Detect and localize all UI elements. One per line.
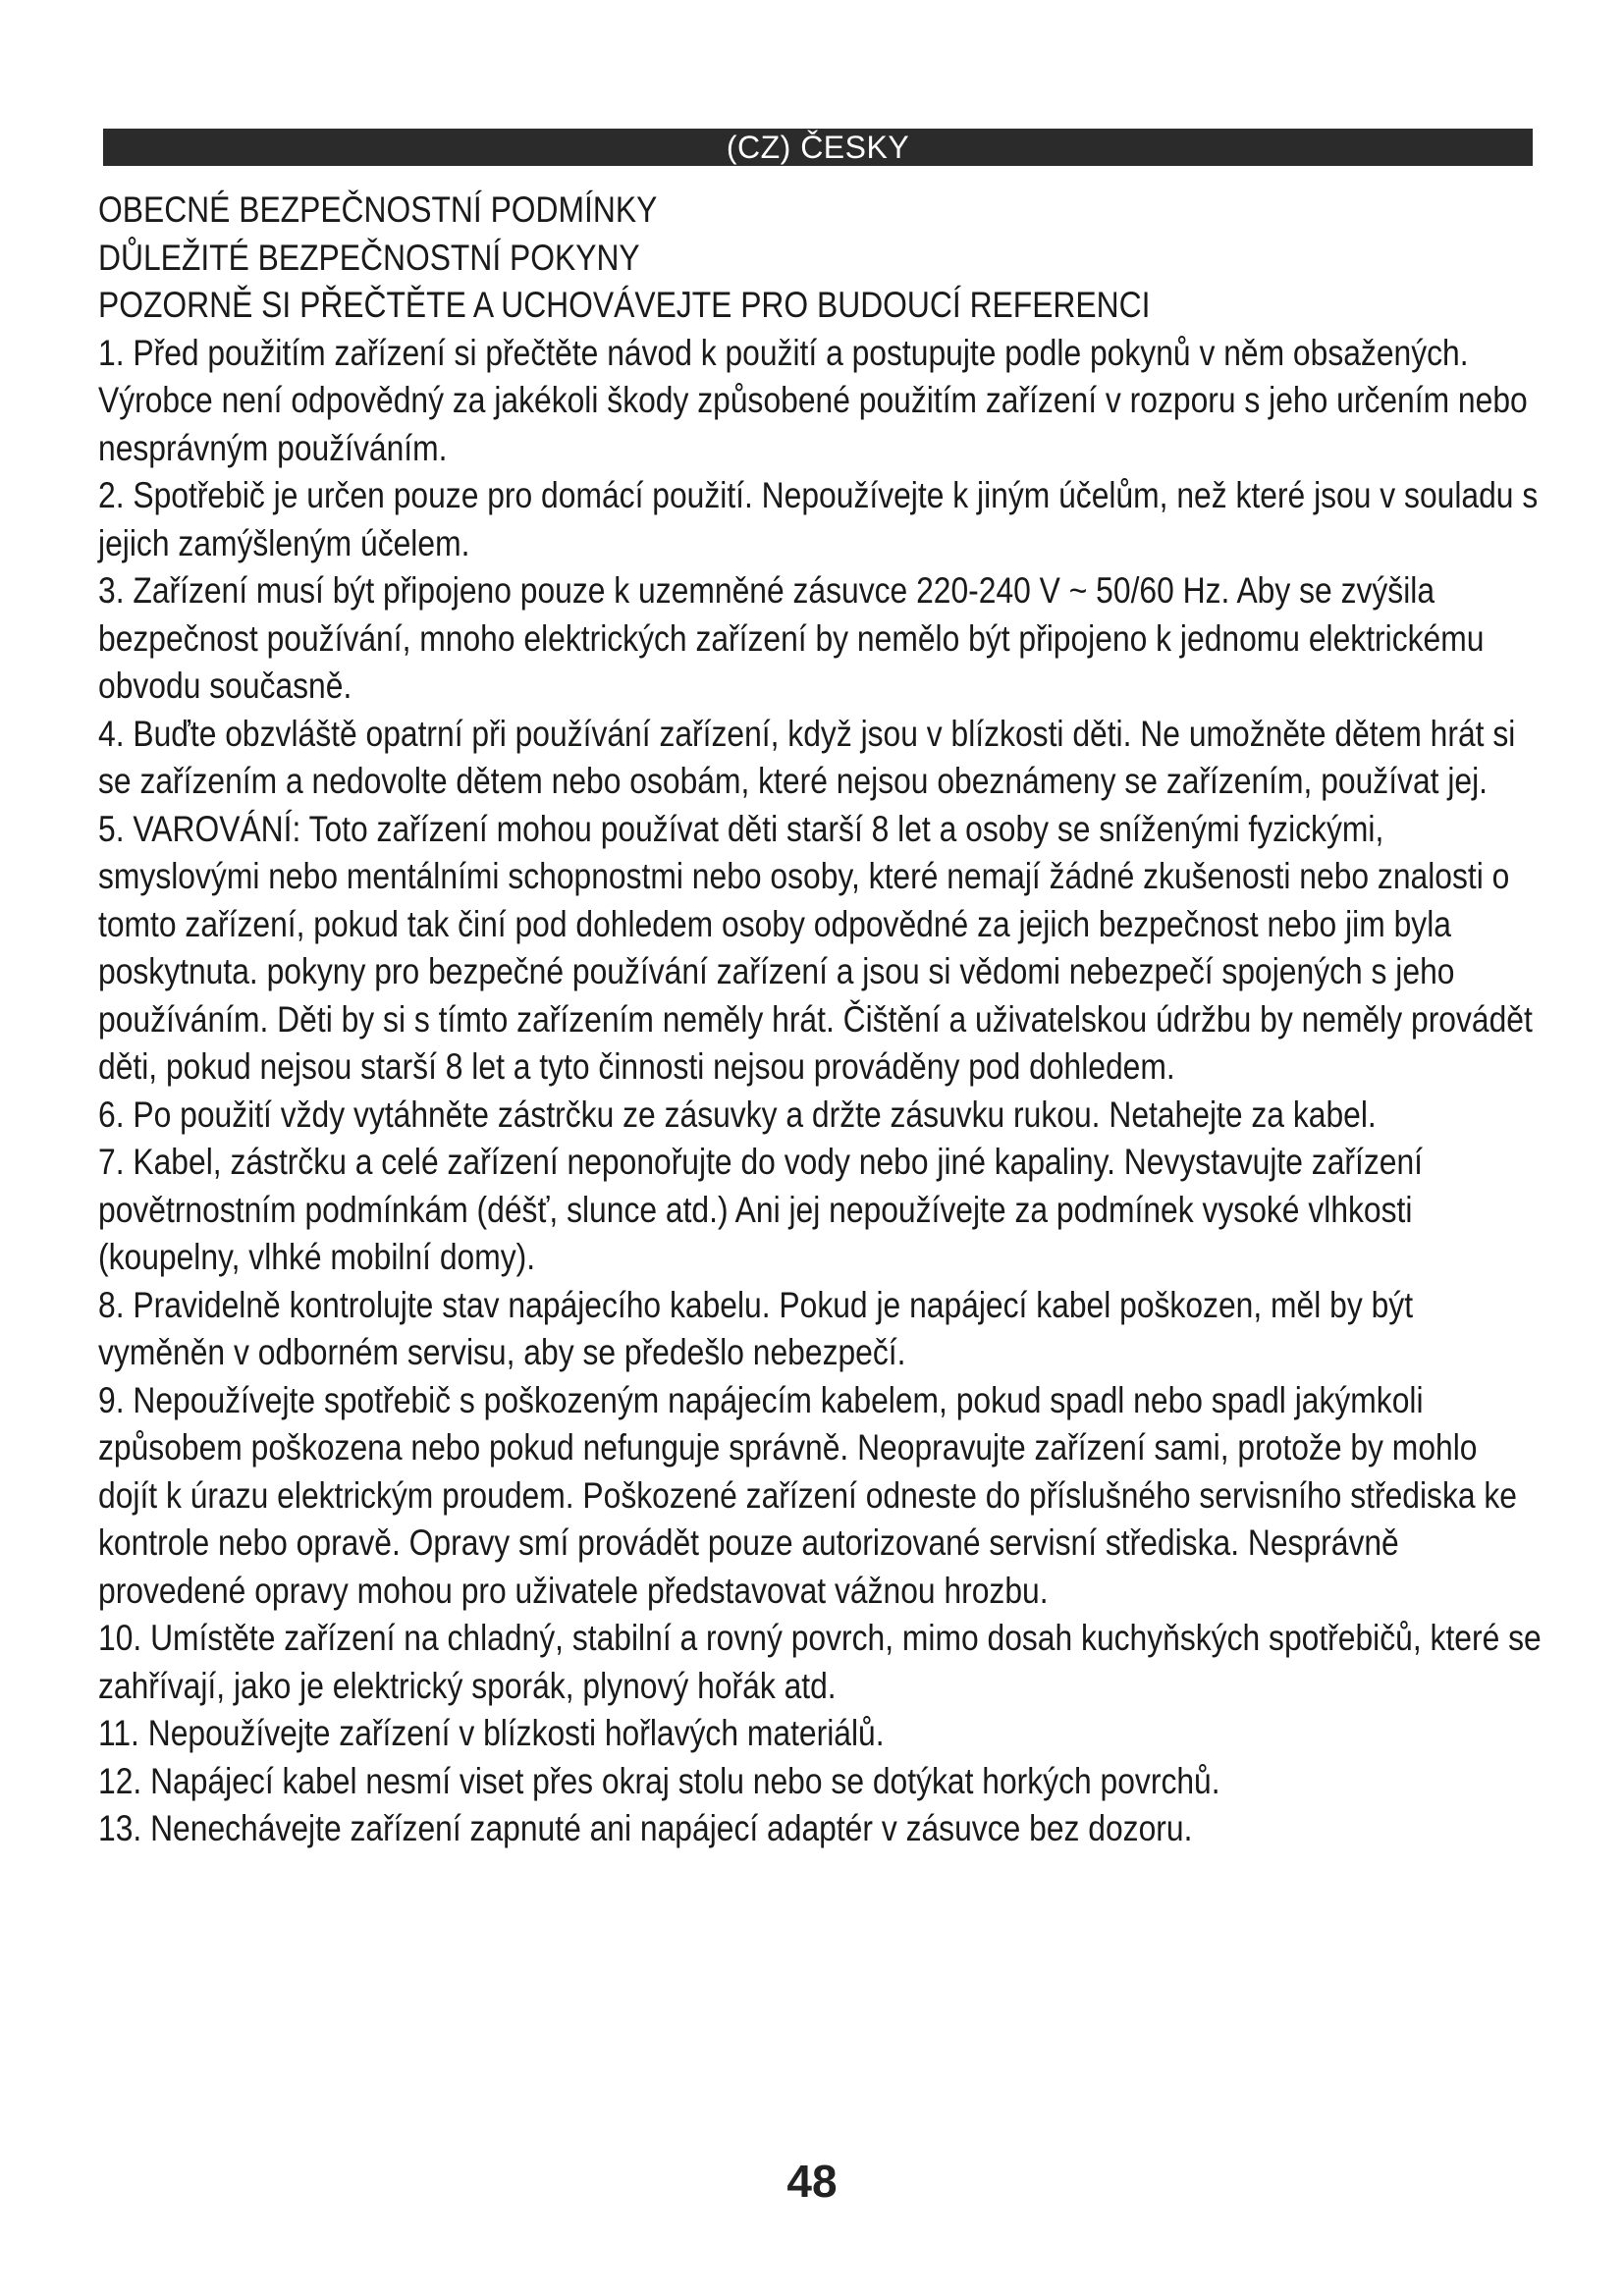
instruction-item-9: 9. Nepoužívejte spotřebič s poškozeným napájecím kabelem, pokud spadl nebo spadl jakýmkoli způsobem poškozena nebo pokud nefunguje správně. Neopravujte zařízení sami, protože by mohlo dojít k úrazu elektrickým proudem. Poškozené zařízení odneste do příslušného servisního střediska ke kontrole nebo opravě. Opravy smí provádět pouze autorizované servisní střediska. Nesprávně provedené opravy mohou pro uživatele představovat vážnou hrozbu. — [98, 1379, 1518, 1611]
instruction-item-12: 12. Napájecí kabel nesmí viset přes okraj stolu nebo se dotýkat horkých povrchů. — [98, 1760, 1220, 1801]
page-number: 48 — [786, 2156, 838, 2207]
safety-instructions — [98, 187, 1542, 1853]
instruction-item-10: 10. Umístěte zařízení na chladný, stabilní a rovný povrch, mimo dosah kuchyňských spotřebičů, které se zahřívají, jako je elektrický sporák, plynový hořák atd. — [98, 1618, 1542, 1706]
language-header-bar — [103, 129, 1533, 166]
heading-important-safety: DŮLEŽITÉ BEZPEČNOSTNÍ POKYNY — [98, 237, 640, 278]
instruction-item-8: 8. Pravidelně kontrolujte stav napájecího kabelu. Pokud je napájecí kabel poškozen, měl by být vyměněn v odborném servisu, aby se předešlo nebezpečí. — [98, 1284, 1414, 1372]
instruction-item-2: 2. Spotřebič je určen pouze pro domácí použití. Nepoužívejte k jiným účelům, než které jsou v souladu s jejich zamýšleným účelem. — [98, 475, 1539, 563]
instruction-item-13: 13. Nenechávejte zařízení zapnuté ani napájecí adaptér v zásuvce bez dozoru. — [98, 1808, 1193, 1848]
instruction-item-5: 5. VAROVÁNÍ: Toto zařízení mohou používat děti starší 8 let a osoby se sníženými fyzickými, smyslovými nebo mentálními schopnostmi nebo osoby, které nemají žádné zkušenosti nebo znalosti o tomto zařízení, pokud tak činí pod dohledem osoby odpovědné za jejich bezpečnost nebo jim byla poskytnuta. pokyny pro bezpečné používání zařízení a jsou si vědomi nebezpečí spojených s jeho používáním. Děti by si s tímto zařízením neměly hrát. Čištění a uživatelskou údržbu by neměly provádět děti, pokud nejsou starší 8 let a tyto činnosti nejsou prováděny pod dohledem. — [98, 808, 1533, 1087]
language-label: (CZ) ČESKY — [726, 130, 910, 165]
heading-general-safety: OBECNÉ BEZPEČNOSTNÍ PODMÍNKY — [98, 189, 658, 230]
instruction-item-6: 6. Po použití vždy vytáhněte zástrčku ze zásuvky a držte zásuvku rukou. Netahejte za kabel. — [98, 1094, 1377, 1135]
instruction-item-11: 11. Nepoužívejte zařízení v blízkosti hořlavých materiálů. — [98, 1713, 885, 1753]
instruction-item-4: 4. Buďte obzvláště opatrní při používání zařízení, když jsou v blízkosti děti. Ne umožněte dětem hrát si se zařízením a nedovolte dětem nebo osobám, které nejsou obeznámeny se zařízením, používat jej. — [98, 713, 1516, 801]
instruction-item-7: 7. Kabel, zástrčku a celé zařízení neponořujte do vody nebo jiné kapaliny. Nevystavujte zařízení povětrnostním podmínkám (déšť, slunce atd.) Ani jej nepoužívejte za podmínek vysoké vlhkosti (koupelny, vlhké mobilní domy). — [98, 1142, 1424, 1277]
instruction-item-1: 1. Před použitím zařízení si přečtěte návod k použití a postupujte podle pokynů v něm obsažených. Výrobce není odpovědný za jakékoli škody způsobené použitím zařízení v rozporu s jeho určením nebo nesprávným používáním. — [98, 332, 1528, 468]
heading-read-carefully: POZORNĚ SI PŘEČTĚTE A UCHOVÁVEJTE PRO BUDOUCÍ REFERENCI — [98, 285, 1151, 325]
instruction-item-3: 3. Zařízení musí být připojeno pouze k uzemněné zásuvce 220-240 V ~ 50/60 Hz. Aby se zvýšila bezpečnost používání, mnoho elektrických zařízení by nemělo být připojeno k jednomu elektrickému obvodu současně. — [98, 570, 1485, 706]
